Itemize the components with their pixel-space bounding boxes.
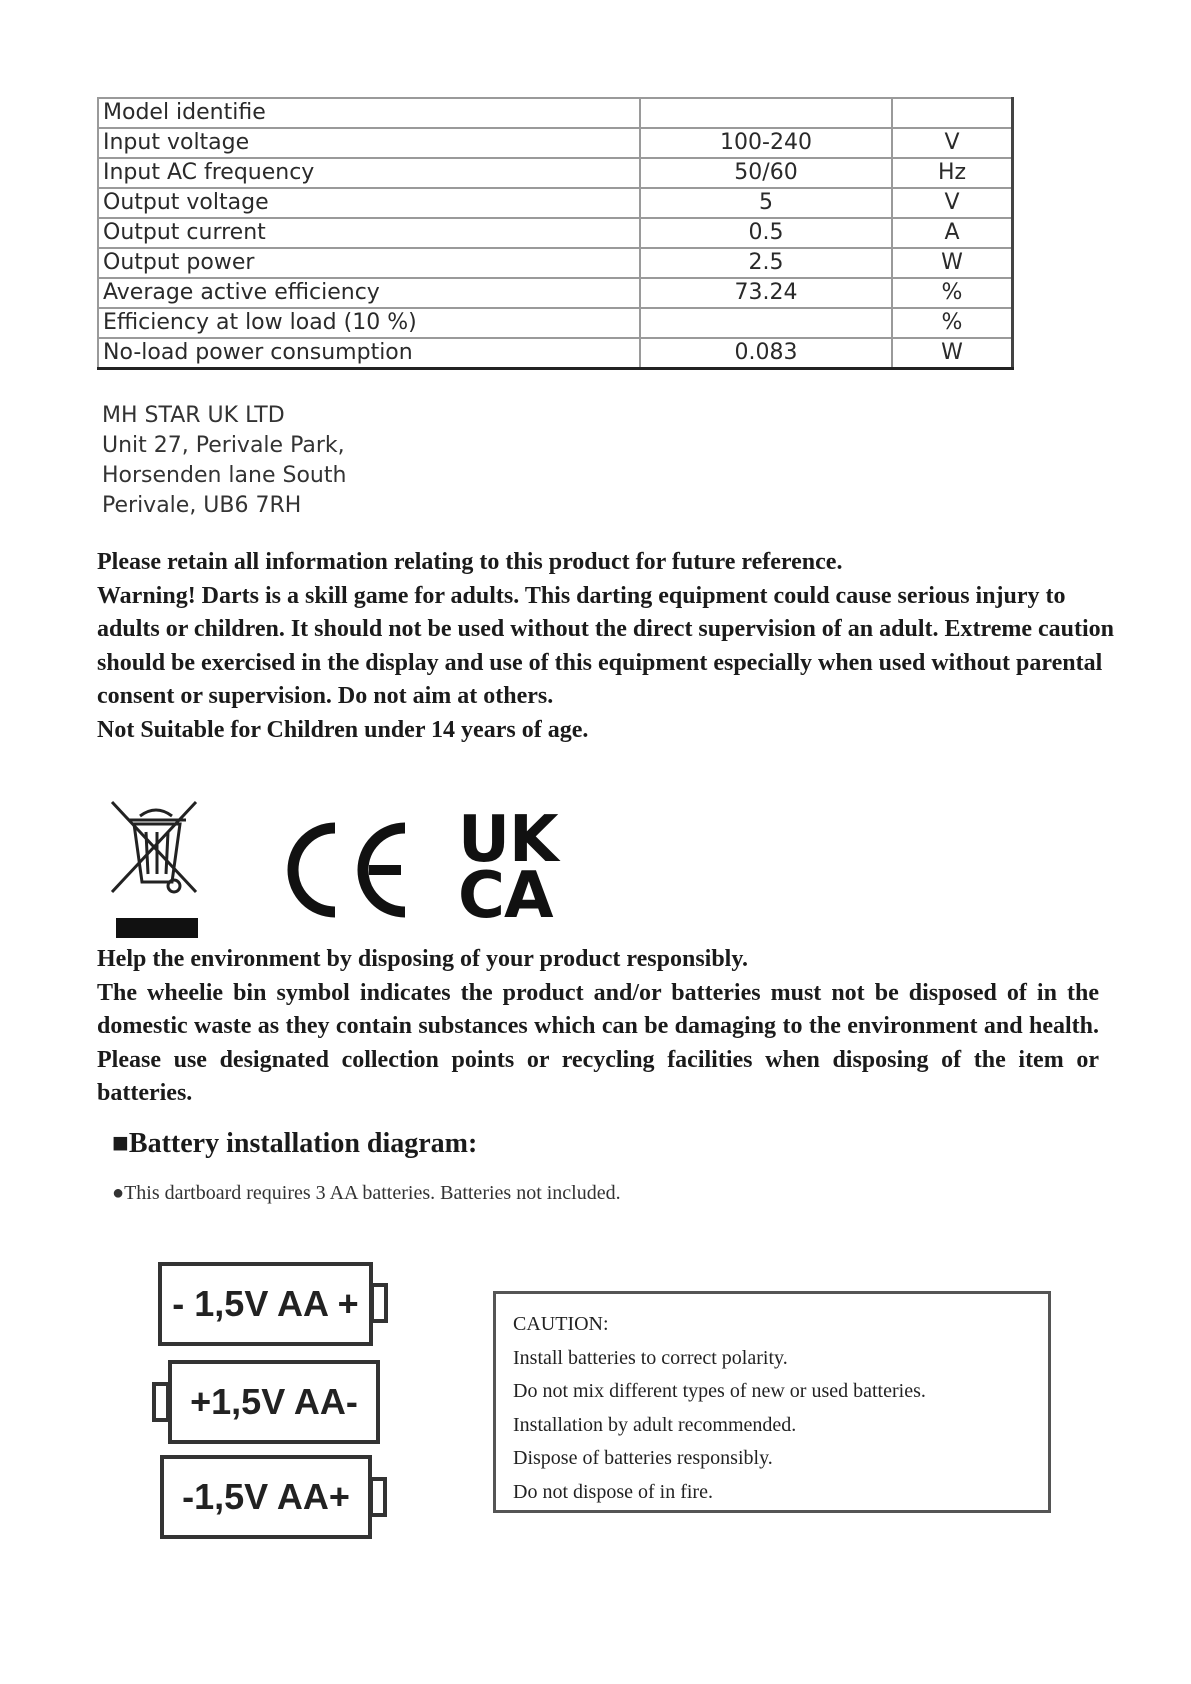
spec-value: 100-240 xyxy=(640,128,892,158)
ukca-line-1: UK xyxy=(458,803,558,877)
ukca-mark xyxy=(458,803,558,933)
spec-label: Output voltage xyxy=(98,188,640,218)
weee-bin-icon xyxy=(108,800,204,938)
battery-cell: -1,5V AA+ xyxy=(160,1455,372,1539)
table-row xyxy=(98,158,1013,188)
spec-label: Output current xyxy=(98,218,640,248)
retain-notice: Please retain all information relating to this product for future reference. xyxy=(97,549,843,575)
spec-label: Input voltage xyxy=(98,128,640,158)
spec-label: Output power xyxy=(98,248,640,278)
caution-line: Do not mix different types of new or used batteries. xyxy=(513,1380,926,1402)
ce-mark xyxy=(287,820,414,920)
spec-value: 50/60 xyxy=(640,158,892,188)
spec-value xyxy=(640,308,892,338)
spec-label: Average active efficiency xyxy=(98,278,640,308)
table-row xyxy=(98,248,1013,278)
battery-heading: ■Battery installation diagram: xyxy=(112,1128,478,1159)
battery-cell: - 1,5V AA + xyxy=(158,1262,373,1346)
spec-label: Efficiency at low load (10 %) xyxy=(98,308,640,338)
table-row xyxy=(98,278,1013,308)
spec-unit: V xyxy=(892,188,1013,218)
spec-value: 0.083 xyxy=(640,338,892,369)
spec-unit: W xyxy=(892,338,1013,369)
address-line: Perivale, UB6 7RH xyxy=(102,493,302,518)
battery-note: ●This dartboard requires 3 AA batteries. Batteries not included. xyxy=(112,1182,621,1204)
warning-text: Warning! Darts is a skill game for adults. This darting equipment could cause serious injury to adults or children. It should not be used without the direct supervision of an adult. Extreme caution should be exercised in the display and use of this equipment especially when used without parental consent or supervision. Do not aim at others. xyxy=(97,582,1115,709)
table-row xyxy=(98,308,1013,338)
spec-value: 0.5 xyxy=(640,218,892,248)
manufacturer-address xyxy=(102,401,346,521)
address-line: Horsenden lane South xyxy=(102,463,347,488)
environment-notice xyxy=(97,943,1099,1111)
spec-unit: % xyxy=(892,278,1013,308)
age-warning: Not Suitable for Children under 14 years of age. xyxy=(97,716,589,743)
ukca-line-2: CA xyxy=(458,859,553,933)
environment-heading: Help the environment by disposing of your product responsibly. xyxy=(97,946,749,972)
spec-label: Model identifie xyxy=(98,98,640,128)
caution-title: CAUTION: xyxy=(513,1313,609,1335)
spec-table xyxy=(97,97,1014,370)
table-row xyxy=(98,338,1013,369)
caution-line: Dispose of batteries responsibly. xyxy=(513,1447,773,1469)
spec-unit: A xyxy=(892,218,1013,248)
spec-label: Input AC frequency xyxy=(98,158,640,188)
spec-value: 73.24 xyxy=(640,278,892,308)
address-line: Unit 27, Perivale Park, xyxy=(102,433,345,458)
table-row xyxy=(98,98,1013,128)
caution-line: Install batteries to correct polarity. xyxy=(513,1346,788,1369)
address-line: MH STAR UK LTD xyxy=(102,403,285,428)
spec-unit: V xyxy=(892,128,1013,158)
battery-terminal xyxy=(152,1382,170,1422)
battery-cell: +1,5V AA- xyxy=(168,1360,380,1444)
spec-value xyxy=(640,98,892,128)
battery-terminal xyxy=(370,1283,388,1323)
spec-unit: W xyxy=(892,248,1013,278)
battery-terminal xyxy=(369,1477,387,1517)
environment-text: The wheelie bin symbol indicates the product and/or batteries must not be disposed of in the domestic waste as they contain substances which can be damaging to the environment and health. Please use designated collection points or recycling facilities when disposing of the item or batteries. xyxy=(97,979,1099,1106)
table-row xyxy=(98,128,1013,158)
spec-label: No-load power consumption xyxy=(98,338,640,369)
spec-unit: % xyxy=(892,308,1013,338)
spec-unit xyxy=(892,98,1013,128)
spec-value: 2.5 xyxy=(640,248,892,278)
safety-warning xyxy=(97,546,1117,747)
spec-unit: Hz xyxy=(892,158,1013,188)
caution-box xyxy=(493,1291,1051,1513)
table-row xyxy=(98,218,1013,248)
spec-value: 5 xyxy=(640,188,892,218)
caution-line: Installation by adult recommended. xyxy=(513,1413,797,1436)
caution-line: Do not dispose of in fire. xyxy=(513,1480,713,1503)
table-row xyxy=(98,188,1013,218)
